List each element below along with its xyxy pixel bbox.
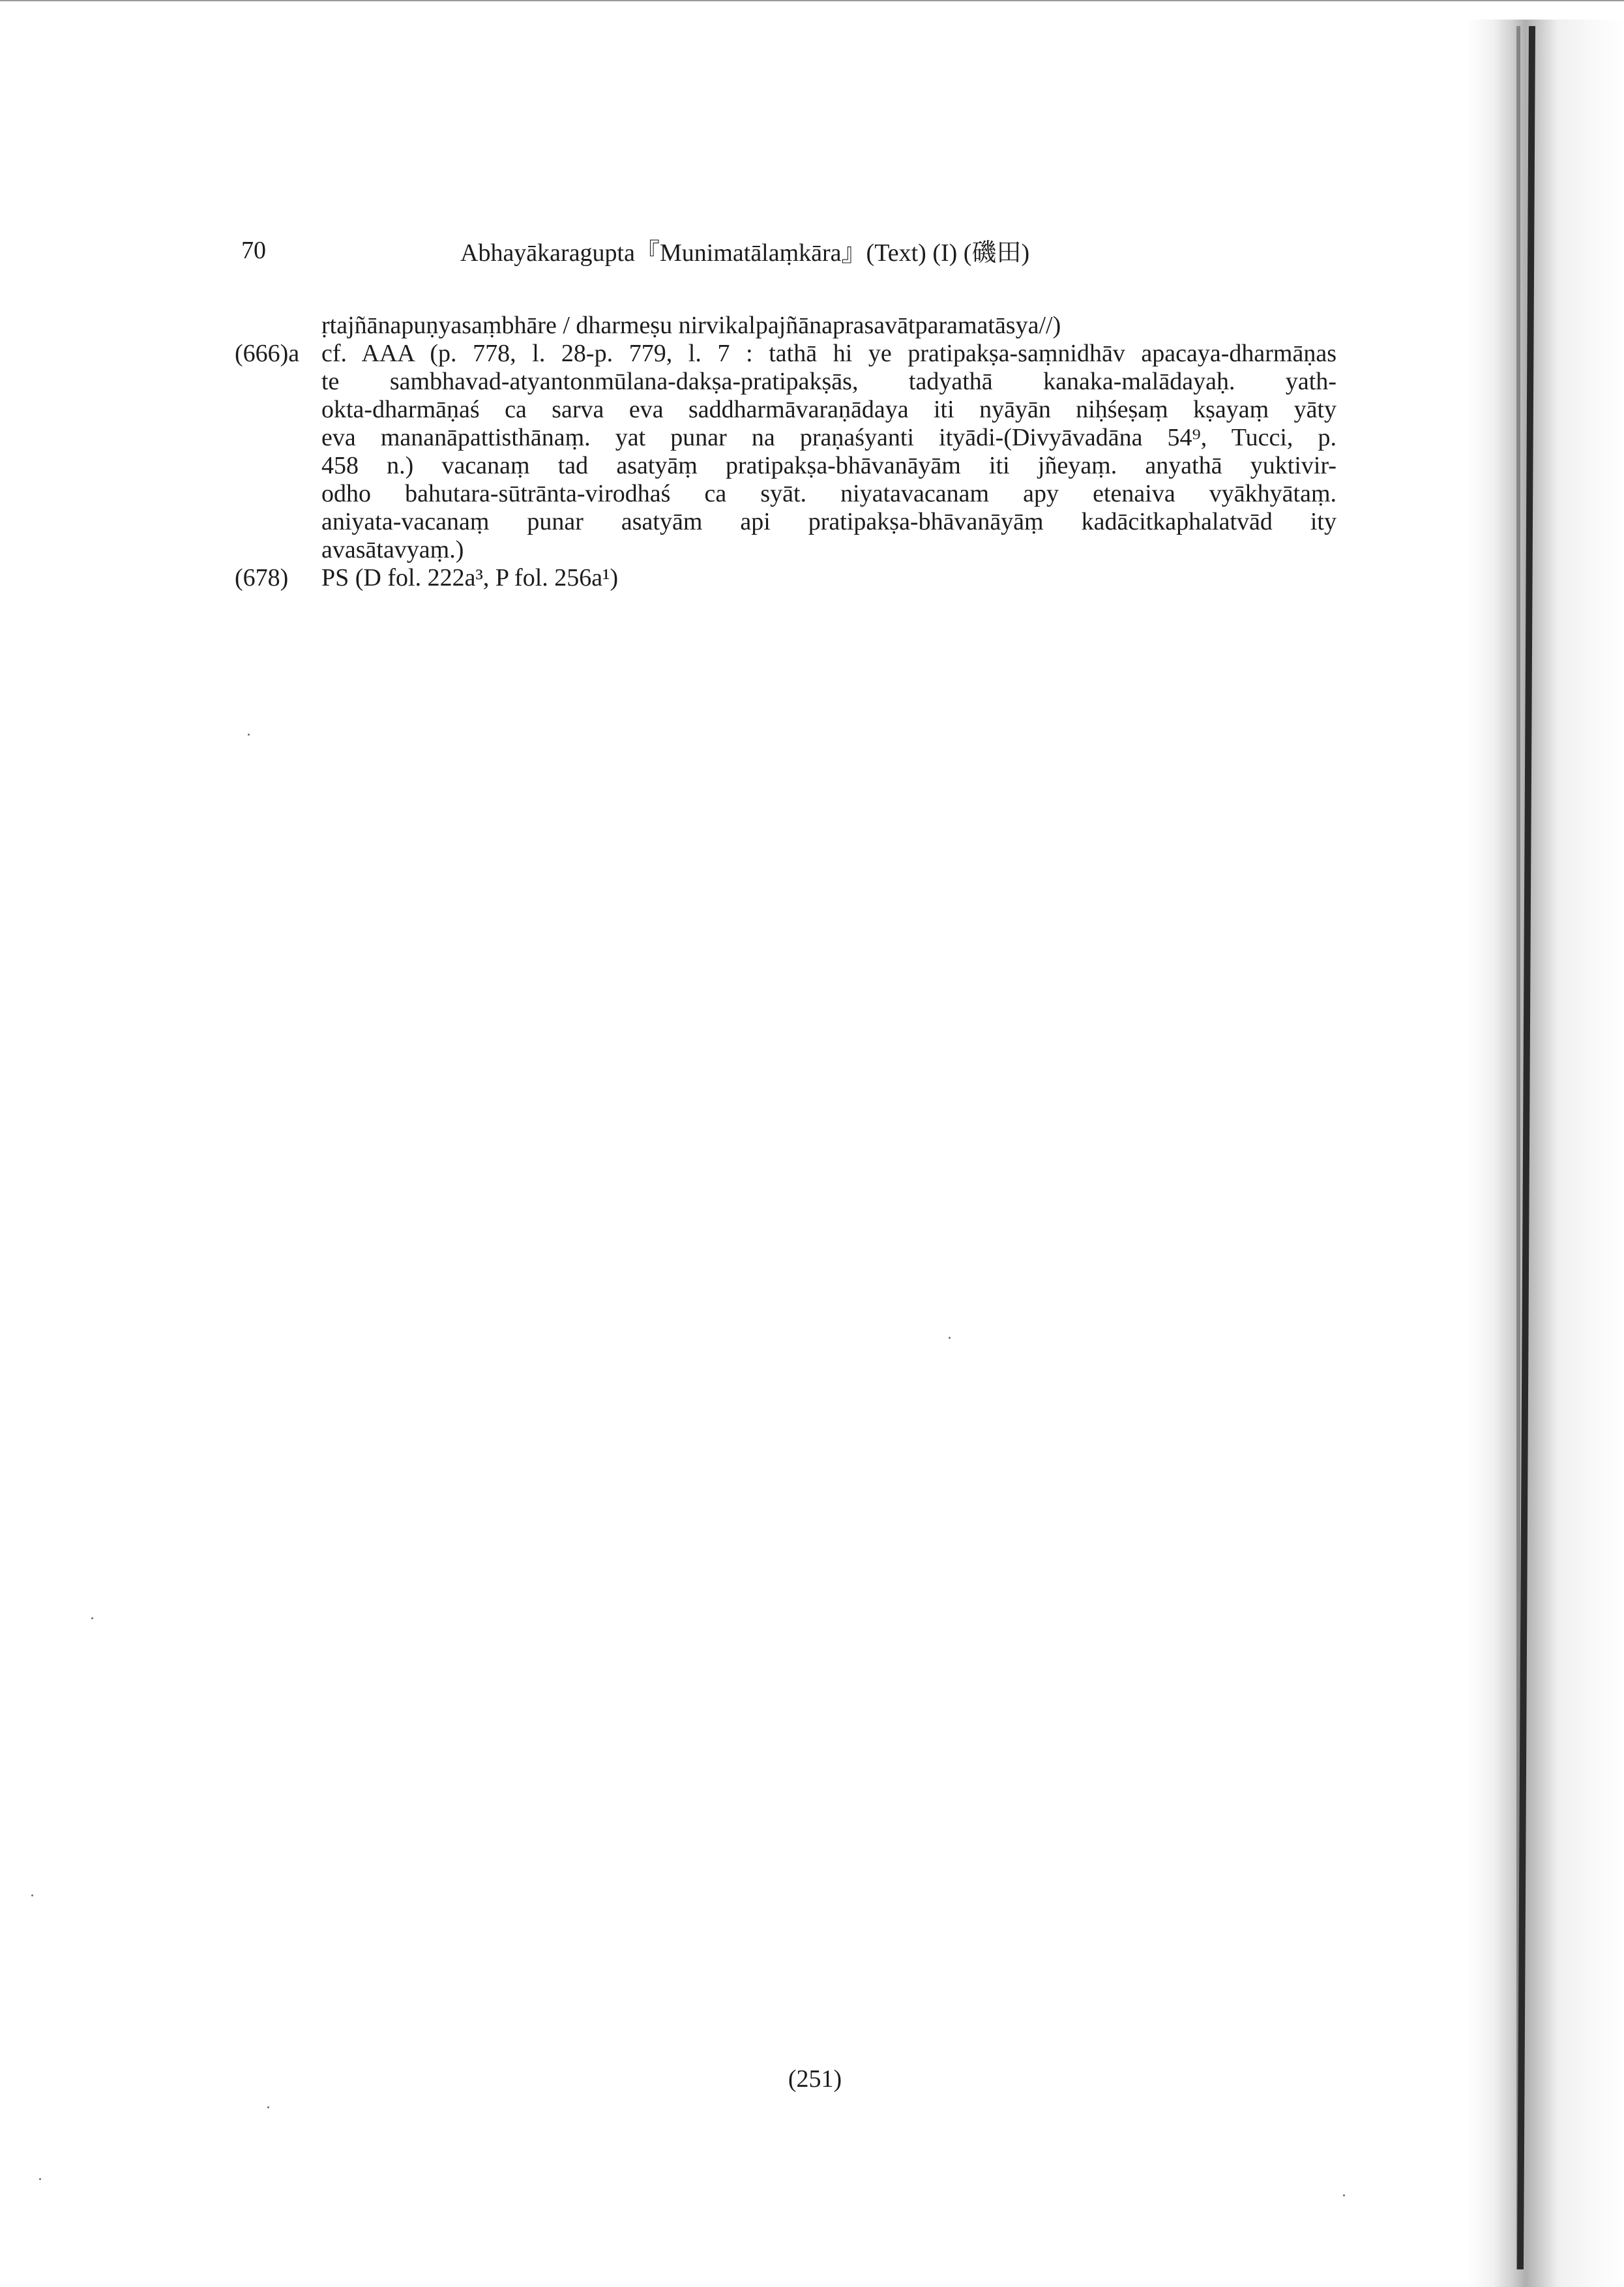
folio-number: (251)	[788, 2065, 842, 2093]
scan-speck	[39, 2178, 41, 2180]
running-title: Abhayākaragupta『Munimatālaṃkāra』(Text) (I) (磯田)	[460, 239, 1030, 267]
note-line: eva mananāpattisthānaṃ. yat punar na praṇaśyanti ityādi-(Divyāvadāna 54⁹, Tucci, p.	[321, 424, 1336, 451]
binding-shadow	[1467, 20, 1624, 2287]
note-number: (666)a	[235, 340, 300, 367]
note-line: okta-dharmāṇaś ca sarva eva saddharmāvaraṇādaya iti nyāyān niḥśeṣaṃ kṣayaṃ yāty	[321, 396, 1336, 423]
note-continuation: ṛtajñānapuṇyasaṃbhāre / dharmeṣu nirvikalpajñānaprasavātparamatāsya//)	[321, 312, 1061, 339]
note-line: cf. AAA (p. 778, l. 28-p. 779, l. 7 : tathā hi ye pratipakṣa-saṃnidhāv apacaya-dharmāṇas	[321, 340, 1336, 367]
note-line: odho bahutara-sūtrānta-virodhaś ca syāt. niyatavacanam apy etenaiva vyākhyātaṃ.	[321, 480, 1336, 507]
note-line: avasātavyaṃ.)	[321, 536, 464, 563]
page-number: 70	[241, 237, 266, 264]
note-line: aniyata-vacanaṃ punar asatyām api pratipakṣa-bhāvanāyāṃ kadācitkaphalatvād ity	[321, 508, 1336, 535]
note-line: te sambhavad-atyantonmūlana-dakṣa-pratipakṣās, tadyathā kanaka-malādayaḥ. yath-	[321, 368, 1336, 395]
page-header	[241, 232, 1336, 271]
scan-speck	[949, 1337, 951, 1339]
footnotes-block	[235, 312, 1336, 592]
note-line: 458 n.) vacanaṃ tad asatyāṃ pratipakṣa-bhāvanāyām iti jñeyaṃ. anyathā yuktivir-	[321, 452, 1336, 479]
scan-speck	[267, 2106, 269, 2108]
note-678	[235, 564, 1336, 592]
scan-speck	[1343, 2194, 1345, 2196]
note-666a	[235, 340, 1336, 564]
scan-speck	[248, 734, 250, 736]
note-line: PS (D fol. 222a³, P fol. 256a¹)	[321, 564, 619, 591]
scan-speck	[91, 1617, 93, 1619]
note-number: (678)	[235, 564, 289, 591]
scan-speck	[31, 1894, 33, 1896]
scan-top-edge	[0, 0, 1624, 1]
